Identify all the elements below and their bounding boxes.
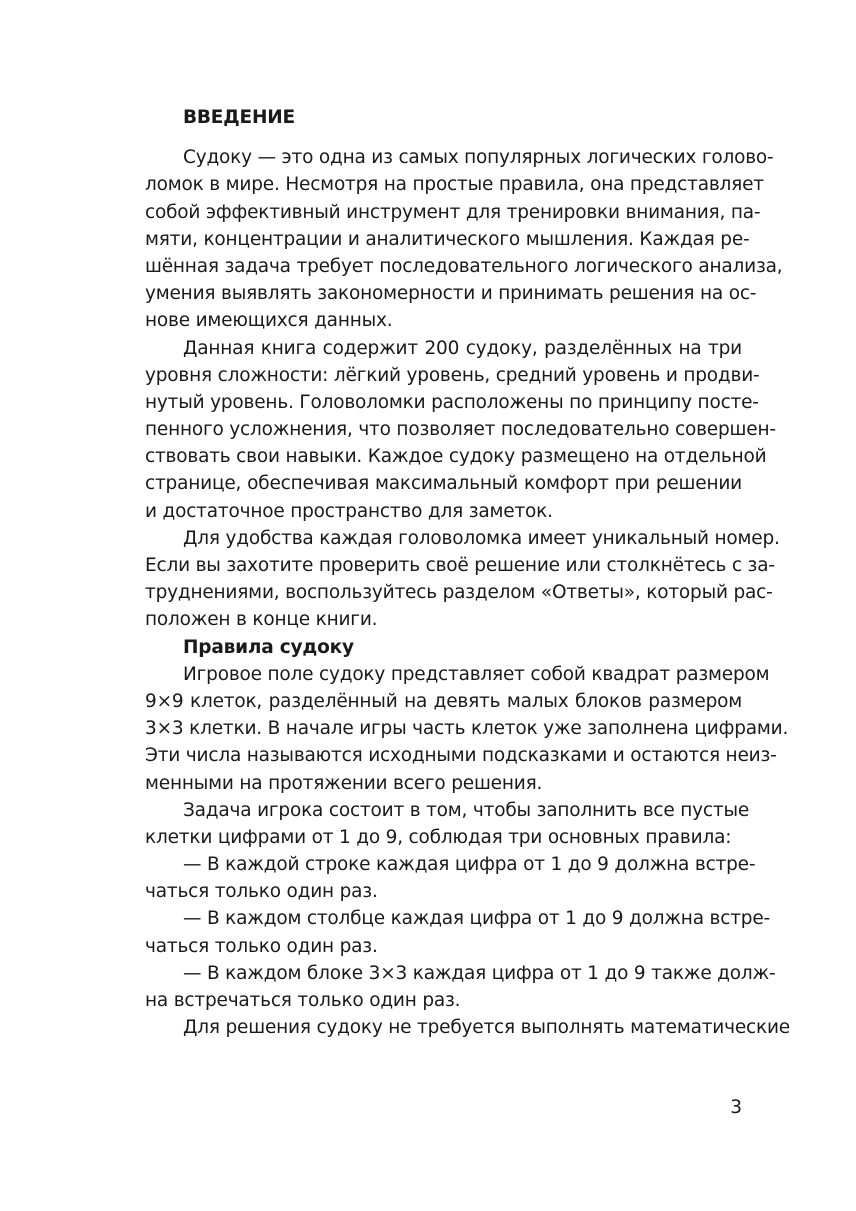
- paragraph-line: и достаточное пространство для заметок.: [145, 500, 553, 522]
- rule-line: — В каждом столбце каждая цифра от 1 до 9 должна встре-: [183, 908, 770, 930]
- paragraph-line: нутый уровень. Головоломки расположены по принципу посте-: [145, 391, 759, 413]
- paragraph-line: шённая задача требует последовательного логического анализа,: [145, 255, 783, 277]
- paragraph-line: положен в конце книги.: [145, 609, 378, 631]
- paragraph-line: 3×3 клетки. В начале игры часть клеток уже заполнена цифрами.: [145, 718, 789, 740]
- paragraph-line: Данная книга содержит 200 судоку, разделённых на три: [183, 337, 742, 359]
- heading-introduction: ВВЕДЕНИЕ: [183, 107, 295, 128]
- paragraph-line: Для удобства каждая головоломка имеет уникальный номер.: [183, 527, 780, 549]
- paragraph-line: собой эффективный инструмент для тренировки внимания, па-: [145, 201, 761, 223]
- rule-line: чаться только один раз.: [145, 935, 378, 957]
- paragraph-line: уровня сложности: лёгкий уровень, средний уровень и продви-: [145, 364, 760, 386]
- rule-line: — В каждой строке каждая цифра от 1 до 9 должна встре-: [183, 854, 756, 876]
- paragraph-line: ломок в мире. Несмотря на простые правила, она представляет: [145, 174, 764, 196]
- paragraph-line: Задача игрока состоит в том, чтобы заполнить все пустые: [183, 799, 750, 821]
- rule-line: на встречаться только один раз.: [145, 990, 461, 1011]
- paragraph-line: нове имеющихся данных.: [145, 310, 393, 332]
- paragraph-line: ствовать свои навыки. Каждое судоку размещено на отдельной: [145, 446, 767, 468]
- paragraph-line: 9×9 клеток, разделённый на девять малых блоков размером: [145, 690, 742, 712]
- paragraph-line: странице, обеспечивая максимальный комфорт при решении: [145, 473, 742, 495]
- paragraph-line: пенного усложнения, что позволяет последовательно совершен-: [145, 419, 776, 441]
- paragraph-line: Если вы захотите проверить своё решение или столкнётесь с за-: [145, 555, 775, 576]
- paragraph-line: мяти, концентрации и аналитического мышления. Каждая ре-: [145, 228, 750, 250]
- paragraph-line: труднениями, воспользуйтесь разделом «Ответы», который рас-: [145, 582, 773, 604]
- paragraph-line: Судоку — это одна из самых популярных логических голово-: [183, 147, 774, 169]
- rule-line: — В каждом блоке 3×3 каждая цифра от 1 до 9 также долж-: [183, 962, 776, 984]
- page-number: 3: [730, 1097, 742, 1118]
- paragraph-line: умения выявлять закономерности и принимать решения на ос-: [145, 283, 757, 305]
- paragraph-line: Игровое поле судоку представляет собой квадрат размером: [183, 663, 770, 685]
- rule-line: чаться только один раз.: [145, 881, 378, 903]
- page-body: [145, 104, 790, 1041]
- paragraph-line: клетки цифрами от 1 до 9, соблюдая три основных правила:: [145, 826, 732, 848]
- subheading-rules: Правила судоку: [183, 636, 354, 658]
- paragraph-line: Эти числа называются исходными подсказками и остаются неиз-: [145, 745, 777, 767]
- paragraph-line: Для решения судоку не требуется выполнять математические: [183, 1017, 790, 1039]
- paragraph-line: менными на протяжении всего решения.: [145, 772, 543, 794]
